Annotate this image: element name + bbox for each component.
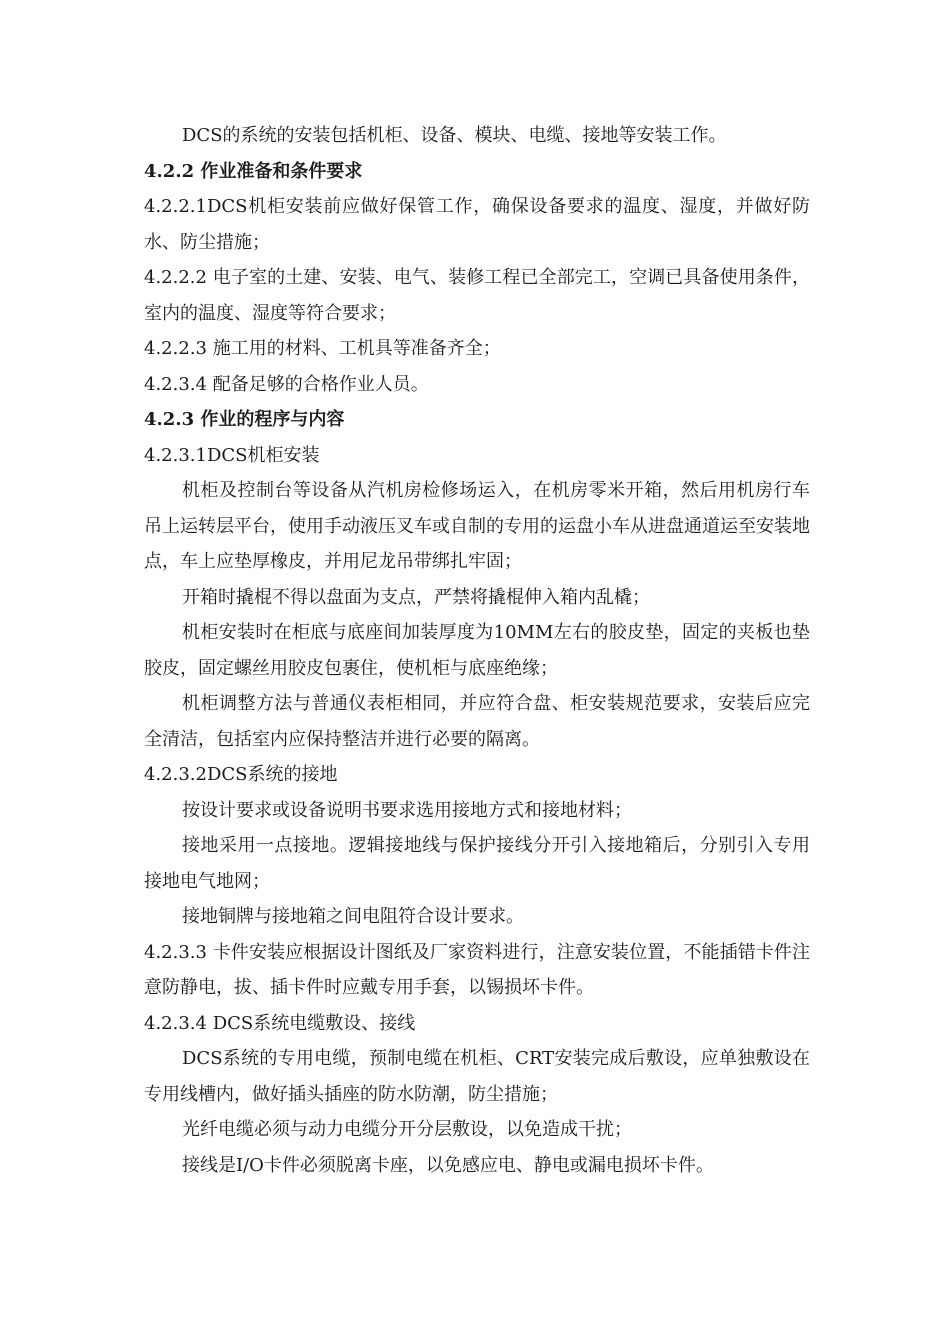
heading-4-2-3: 4.2.3 作业的程序与内容	[144, 409, 345, 430]
paragraph-4-2-2-3: 4.2.2.3 施工用的材料、工机具等准备齐全；	[144, 338, 501, 359]
paragraph-io-card-wiring: 接线是I/O卡件必须脱离卡座，以免感应电、静电或漏电损坏卡件。	[182, 1154, 714, 1176]
document-body	[144, 118, 810, 1183]
paragraph-single-point-grounding: 接地采用一点接地。逻辑接地线与保护接线分开引入接地箱后，分别引入专用接地电气地网；	[144, 835, 810, 892]
paragraph-4-2-3-4-staff: 4.2.3.4 配备足够的合格作业人员。	[144, 373, 429, 395]
paragraph-grounding-resistance: 接地铜牌与接地箱之间电阻符合设计要求。	[182, 906, 524, 927]
paragraph-fiber-cable: 光纤电缆必须与动力电缆分开分层敷设，以免造成干扰；	[182, 1119, 632, 1140]
paragraph-cabinet-insulation: 机柜安装时在柜底与底座间加装厚度为10MM左右的胶皮垫，固定的夹板也垫胶皮，固定螺丝用胶皮包裹住，使机柜与底座绝缘；	[144, 622, 810, 679]
paragraph-dedicated-cable: DCS系统的专用电缆，预制电缆在机柜、CRT安装完成后敷设，应单独敷设在专用线槽内，做好插头插座的防水防潮，防尘措施；	[144, 1048, 810, 1105]
paragraph-4-2-2-1: 4.2.2.1DCS机柜安装前应做好保管工作，确保设备要求的温度、湿度，并做好防水、防尘措施；	[144, 196, 810, 253]
paragraph-4-2-3-3: 4.2.3.3 卡件安装应根据设计图纸及厂家资料进行，注意安装位置，不能插错卡件注意防静电，拔、插卡件时应戴专用手套，以锡损坏卡件。	[144, 941, 810, 998]
paragraph-4-2-2-2: 4.2.2.2 电子室的土建、安装、电气、装修工程已全部完工，空调已具备使用条件，室内的温度、湿度等符合要求；	[144, 267, 810, 324]
paragraph-4-2-3-1: 4.2.3.1DCS机柜安装	[144, 444, 320, 466]
paragraph-4-2-3-4-cabling: 4.2.3.4 DCS系统电缆敷设、接线	[144, 1012, 416, 1034]
heading-4-2-2: 4.2.2 作业准备和条件要求	[144, 160, 363, 182]
paragraph-grounding-method: 按设计要求或设备说明书要求选用接地方式和接地材料；	[182, 799, 632, 821]
paragraph-dcs-scope: DCS的系统的安装包括机柜、设备、模块、电缆、接地等安装工作。	[182, 125, 727, 146]
paragraph-4-2-3-2: 4.2.3.2DCS系统的接地	[144, 764, 338, 785]
paragraph-cabinet-transport: 机柜及控制台等设备从汽机房检修场运入，在机房零米开箱，然后用机房行车吊上运转层平台，使用手动液压叉车或自制的专用的运盘小车从进盘通道运至安装地点，车上应垫厚橡皮，并用尼龙吊带绑扎牢固；	[144, 480, 810, 572]
paragraph-unpacking: 开箱时撬棍不得以盘面为支点，严禁将撬棍伸入箱内乱橇；	[182, 586, 650, 608]
paragraph-cabinet-adjustment: 机柜调整方法与普通仪表柜相同，并应符合盘、柜安装规范要求，安装后应完全清洁，包括室内应保持整洁并进行必要的隔离。	[144, 693, 810, 750]
